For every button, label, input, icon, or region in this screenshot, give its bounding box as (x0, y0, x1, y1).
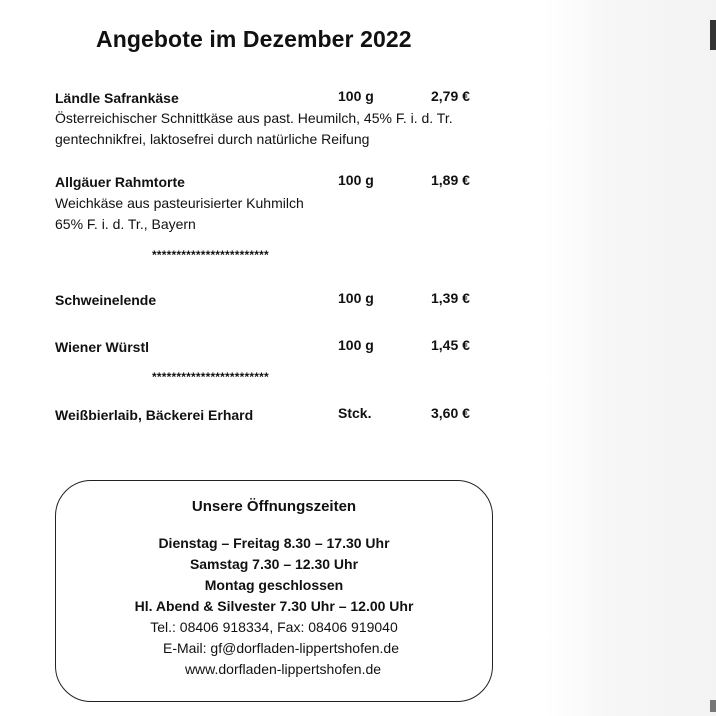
offer-name: Schweinelende (55, 292, 157, 308)
opening-hours-line: Dienstag – Freitag 8.30 – 17.30 Uhr (158, 535, 390, 551)
offer-price: 1,89 € (431, 172, 470, 188)
offer-price: 3,60 € (431, 405, 470, 421)
opening-hours-line: Samstag 7.30 – 12.30 Uhr (189, 556, 359, 572)
offer-quantity: Stck. (338, 405, 372, 421)
offer-description-line: Österreichischer Schnittkäse aus past. Heumilch, 45% F. i. d. Tr. (55, 110, 453, 126)
offer-description-line: 65% F. i. d. Tr., Bayern (55, 216, 196, 232)
opening-hours-line: Hl. Abend & Silvester 7.30 Uhr – 12.00 Uhr (134, 598, 414, 614)
offer-quantity: 100 g (338, 337, 374, 353)
offer-price: 1,45 € (431, 337, 470, 353)
page-edge-mark-top (710, 20, 716, 50)
opening-hours-box (55, 480, 493, 702)
separator-stars: ************************ (152, 248, 269, 262)
separator-stars: ************************ (152, 370, 269, 384)
contact-email: E-Mail: gf@dorfladen-lippertshofen.de (162, 640, 399, 656)
offer-name: Weißbierlaib, Bäckerei Erhard (55, 407, 254, 423)
offer-quantity: 100 g (338, 88, 374, 104)
offer-price: 1,39 € (431, 290, 470, 306)
offer-name: Wiener Würstl (55, 339, 149, 355)
offer-price: 2,79 € (431, 88, 470, 104)
offer-quantity: 100 g (338, 172, 374, 188)
contact-website: www.dorfladen-lippertshofen.de (184, 661, 382, 677)
offer-name: Allgäuer Rahmtorte (55, 174, 185, 190)
contact-phone: Tel.: 08406 918334, Fax: 08406 919040 (150, 619, 398, 635)
page-title: Angebote im Dezember 2022 (96, 26, 412, 52)
page-edge-shadow (545, 0, 716, 716)
offer-description-line: gentechnikfrei, laktosefrei durch natürliche Reifung (55, 131, 370, 147)
offer-quantity: 100 g (338, 290, 374, 306)
offer-description-line: Weichkäse aus pasteurisierter Kuhmilch (55, 195, 304, 211)
opening-hours-line: Montag geschlossen (204, 577, 344, 593)
opening-hours-heading: Unsere Öffnungszeiten (191, 498, 357, 515)
offer-name: Ländle Safrankäse (55, 90, 179, 106)
page-edge-mark-bottom (710, 700, 716, 712)
